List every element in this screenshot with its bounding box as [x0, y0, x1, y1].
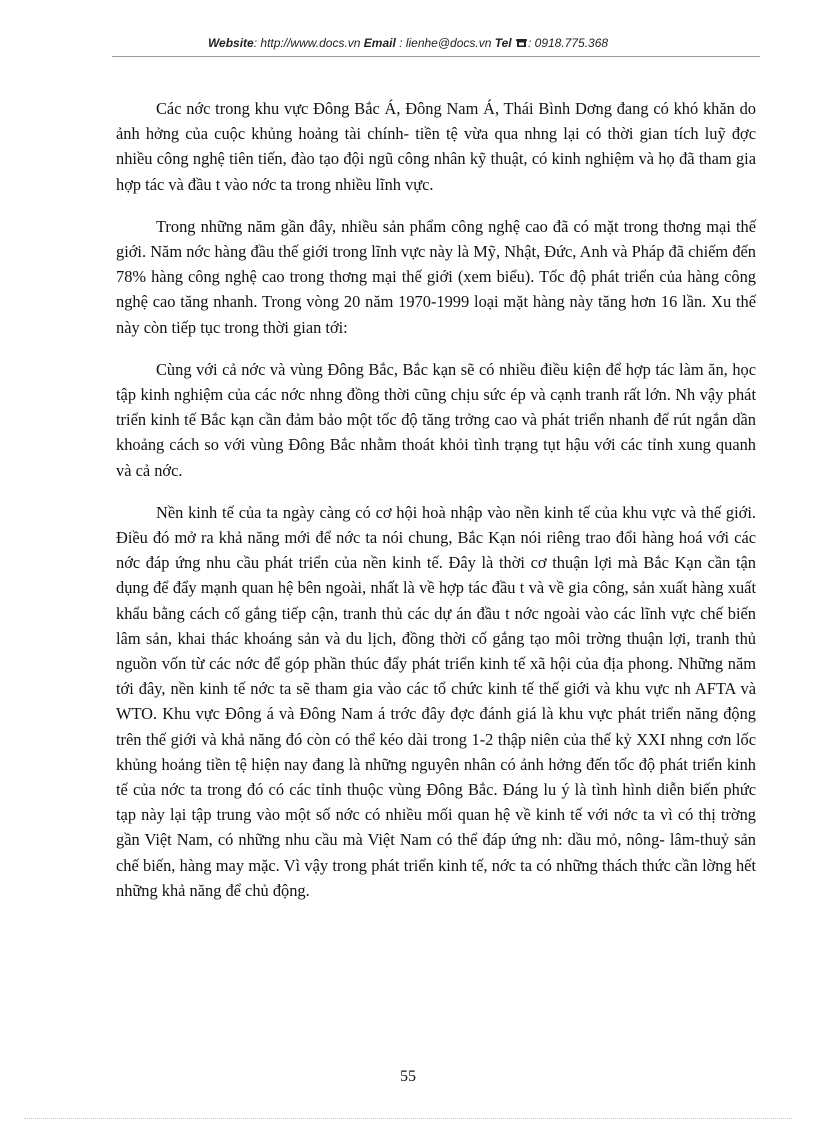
- page-number: 55: [400, 1068, 416, 1085]
- email-value: : lienhe@docs.vn: [399, 36, 492, 50]
- telephone-icon: [516, 37, 527, 47]
- tel-value: : 0918.775.368: [527, 36, 609, 50]
- email-label: Email: [363, 36, 396, 50]
- website-value: : http://www.docs.vn: [253, 36, 361, 50]
- tel-label: Tel: [494, 36, 512, 50]
- paragraph: Trong những năm gần đây, nhiều sản phẩm công nghệ cao đã có mặt trong thơng mại thế giới. Năm nớc hàng đầu thế giới trong lĩnh vực này là Mỹ, Nhật, Đức, Anh và Pháp đã chiếm đến 78% hàng công nghệ cao trong thơng mại thế giới (xem biểu). Tốc độ phát triển của hàng công nghệ cao tăng nhanh. Trong vòng 20 năm 1970-1999 loại mặt hàng này tăng hơn 16 lần. Xu thế này còn tiếp tục trong thời gian tới:: [116, 216, 756, 337]
- page-header: [0, 36, 816, 50]
- footer-divider: [24, 1118, 792, 1119]
- paragraph: Nền kinh tế của ta ngày càng có cơ hội hoà nhập vào nền kinh tế của khu vực và thế giới. Điều đó mở ra khả năng mới để nớc ta nói chung, Bắc Kạn nói riêng trao đổi hàng hoá với các nớc đáp ứng nhu cầu phát triển của nền kinh tế. Đây là thời cơ thuận lợi mà Bắc Kạn cần tận dụng để đẩy mạnh quan hệ bên ngoài, nhất là về hợp tác đầu t và về gia công, sản xuất hàng xuất khẩu bằng cách cố gắng tiếp cận, tranh thủ các dự án đầu t nớc ngoài vào các lĩnh vực chế biến lâm sản, khai thác khoáng sản và du lịch, đồng thời cố gắng tạo môi trờng thuận lợi, tranh thủ nguồn vốn từ các nớc để góp phần thúc đẩy phát triển kinh tế xã hội của địa phong. Những năm tới đây, nền kinh tế nớc ta sẽ tham gia vào các tổ chức kinh tế thế giới và khu vực nh AFTA và WTO. Khu vực Đông á và Đông Nam á trớc đây đợc đánh giá là khu vực phát triển năng động trên thế giới và khả năng đó còn có thể kéo dài trong 1-2 thập niên của thế kỷ XXI nhng cơn lốc khủng hoảng tiền tệ hiện nay đang là những nguyên nhân có ảnh hởng đến tốc độ phát triển kinh tế của nớc ta trong đó có các tỉnh thuộc vùng Đông Bắc. Đáng lu ý là tình hình diễn biến phức tạp này lại tập trung vào một số nớc có nhiều mối quan hệ về kinh tế với nớc ta vì có thị trờng gần Việt Nam, có những nhu cầu mà Việt Nam có thể đáp ứng nh: dầu mỏ, nông- lâm-thuỷ sản chế biến, hàng may mặc. Vì vậy trong phát triển kinh tế, nớc ta có những thách thức cần lờng hết những khả năng để chủ động.: [116, 502, 756, 900]
- website-label: Website: [207, 36, 254, 50]
- paragraph: Cùng với cả nớc và vùng Đông Bắc, Bắc kạn sẽ có nhiều điều kiện để hợp tác làm ăn, học tập kinh nghiệm của các nớc nhng đồng thời cũng chịu sức ép và cạnh tranh rất lớn. Nh vậy phát triển kinh tế Bắc kạn cần đảm bảo một tốc độ tăng trởng cao và phát triển nhanh để rút ngắn dần khoảng cách so với vùng Đông Bắc nhằm thoát khỏi tình trạng tụt hậu với các tỉnh xung quanh và cả nớc.: [116, 359, 756, 480]
- header-divider: [112, 56, 760, 57]
- paragraph: Các nớc trong khu vực Đông Bắc Á, Đông Nam Á, Thái Bình Dơng đang có khó khăn do ảnh hởng của cuộc khủng hoảng tài chính- tiền tệ vừa qua nhng lại có thời gian tích luỹ đợc nhiều công nghệ tiên tiến, đào tạo đội ngũ công nhân kỹ thuật, có kinh nghiệm và họ đã tham gia hợp tác và đầu t vào nớc ta trong nhiều lĩnh vực.: [116, 99, 756, 194]
- document-body: [116, 96, 756, 920]
